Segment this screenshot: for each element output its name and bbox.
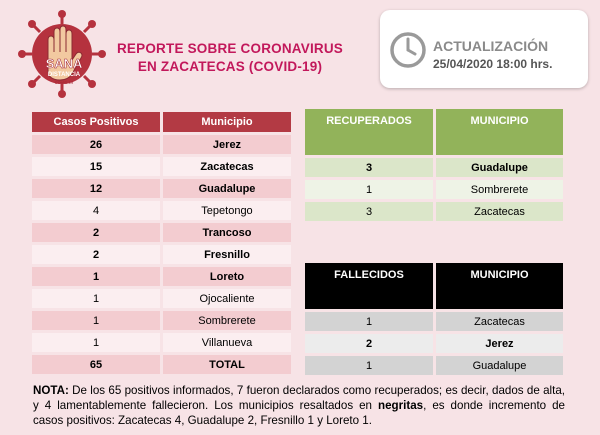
- count-cell: 12: [32, 179, 163, 198]
- total-count: 65: [32, 355, 163, 374]
- footnote: [33, 383, 565, 428]
- municipio-cell: Zacatecas: [436, 202, 563, 221]
- logo-text-covid: COVID-19: [54, 80, 74, 85]
- table-row: [305, 202, 563, 221]
- table-row: [32, 179, 291, 198]
- header-fallecidos: FALLECIDOS: [305, 263, 436, 309]
- municipio-cell: Sombrerete: [436, 180, 563, 199]
- table-row: [32, 267, 291, 286]
- municipio-cell: Villanueva: [163, 333, 291, 352]
- header-municipio: MUNICIPIO: [436, 109, 563, 155]
- municipio-cell: Tepetongo: [163, 201, 291, 220]
- count-cell: 2: [32, 245, 163, 264]
- table-row: [305, 158, 563, 177]
- note-prefix: NOTA:: [33, 384, 69, 397]
- table-row: [32, 201, 291, 220]
- count-cell: 1: [305, 312, 436, 331]
- logo-text-distancia: DISTANCIA: [47, 72, 81, 78]
- count-cell: 3: [305, 158, 436, 177]
- municipio-cell: Jerez: [163, 135, 291, 154]
- deceased-table: [305, 260, 563, 378]
- table-row: [32, 157, 291, 176]
- table-header-row: [305, 109, 563, 155]
- municipio-cell: Jerez: [436, 334, 563, 353]
- count-cell: 1: [32, 289, 163, 308]
- municipio-cell: Guadalupe: [436, 356, 563, 375]
- count-cell: 1: [305, 180, 436, 199]
- table-row: [32, 135, 291, 154]
- positive-cases-table: [32, 109, 291, 377]
- municipio-cell: Sombrerete: [163, 311, 291, 330]
- municipio-cell: Guadalupe: [163, 179, 291, 198]
- count-cell: 2: [305, 334, 436, 353]
- recovered-table: [305, 106, 563, 224]
- municipio-cell: Ojocaliente: [163, 289, 291, 308]
- virus-hand-icon: [18, 10, 106, 98]
- table-header-row: [305, 263, 563, 309]
- count-cell: 1: [32, 311, 163, 330]
- sana-distancia-logo: [18, 10, 106, 98]
- note-text-1: De los 65 positivos informados, 7 fueron declarados como recuperados; es decir, dados de alta, y 4 lamentablemente fallecieron. Los municipios resaltados en: [33, 384, 565, 412]
- logo-text-sana: SANA: [45, 56, 83, 71]
- table-row: [32, 289, 291, 308]
- table-row: [305, 334, 563, 353]
- count-cell: 26: [32, 135, 163, 154]
- header-casos-positivos: Casos Positivos: [32, 112, 163, 132]
- table-row: [32, 311, 291, 330]
- report-title-line1: REPORTE SOBRE CORONAVIRUS: [116, 41, 344, 56]
- update-box: [380, 10, 588, 88]
- update-label: ACTUALIZACIÓN: [433, 38, 549, 54]
- table-row: [305, 180, 563, 199]
- table-row: [305, 356, 563, 375]
- report-title-line2: EN ZACATECAS (COVID-19): [137, 59, 323, 74]
- count-cell: 1: [32, 333, 163, 352]
- clock-icon: [388, 30, 428, 70]
- count-cell: 15: [32, 157, 163, 176]
- municipio-cell: Guadalupe: [436, 158, 563, 177]
- count-cell: 4: [32, 201, 163, 220]
- count-cell: 2: [32, 223, 163, 242]
- table-row: [32, 333, 291, 352]
- table-row: [32, 245, 291, 264]
- note-text-2: , es donde incremento de casos positivos: Zacatecas 4, Guadalupe 2, Fresnillo 1 y Loreto 1.: [33, 399, 566, 427]
- update-date: 25/04/2020 18:00 hrs.: [433, 57, 553, 71]
- table-row: [305, 312, 563, 331]
- municipio-cell: Fresnillo: [163, 245, 291, 264]
- municipio-cell: Trancoso: [163, 223, 291, 242]
- note-bold-word: negritas: [378, 399, 424, 412]
- municipio-cell: Loreto: [163, 267, 291, 286]
- table-header-row: [32, 112, 291, 132]
- municipio-cell: Zacatecas: [163, 157, 291, 176]
- count-cell: 3: [305, 202, 436, 221]
- total-label: TOTAL: [163, 355, 291, 374]
- header-municipio: MUNICIPIO: [436, 263, 563, 309]
- count-cell: 1: [32, 267, 163, 286]
- header-municipio: Municipio: [163, 112, 291, 132]
- table-row: [32, 223, 291, 242]
- total-row: [32, 355, 291, 374]
- header-recuperados: RECUPERADOS: [305, 109, 436, 155]
- municipio-cell: Zacatecas: [436, 312, 563, 331]
- count-cell: 1: [305, 356, 436, 375]
- report-title: [105, 40, 355, 76]
